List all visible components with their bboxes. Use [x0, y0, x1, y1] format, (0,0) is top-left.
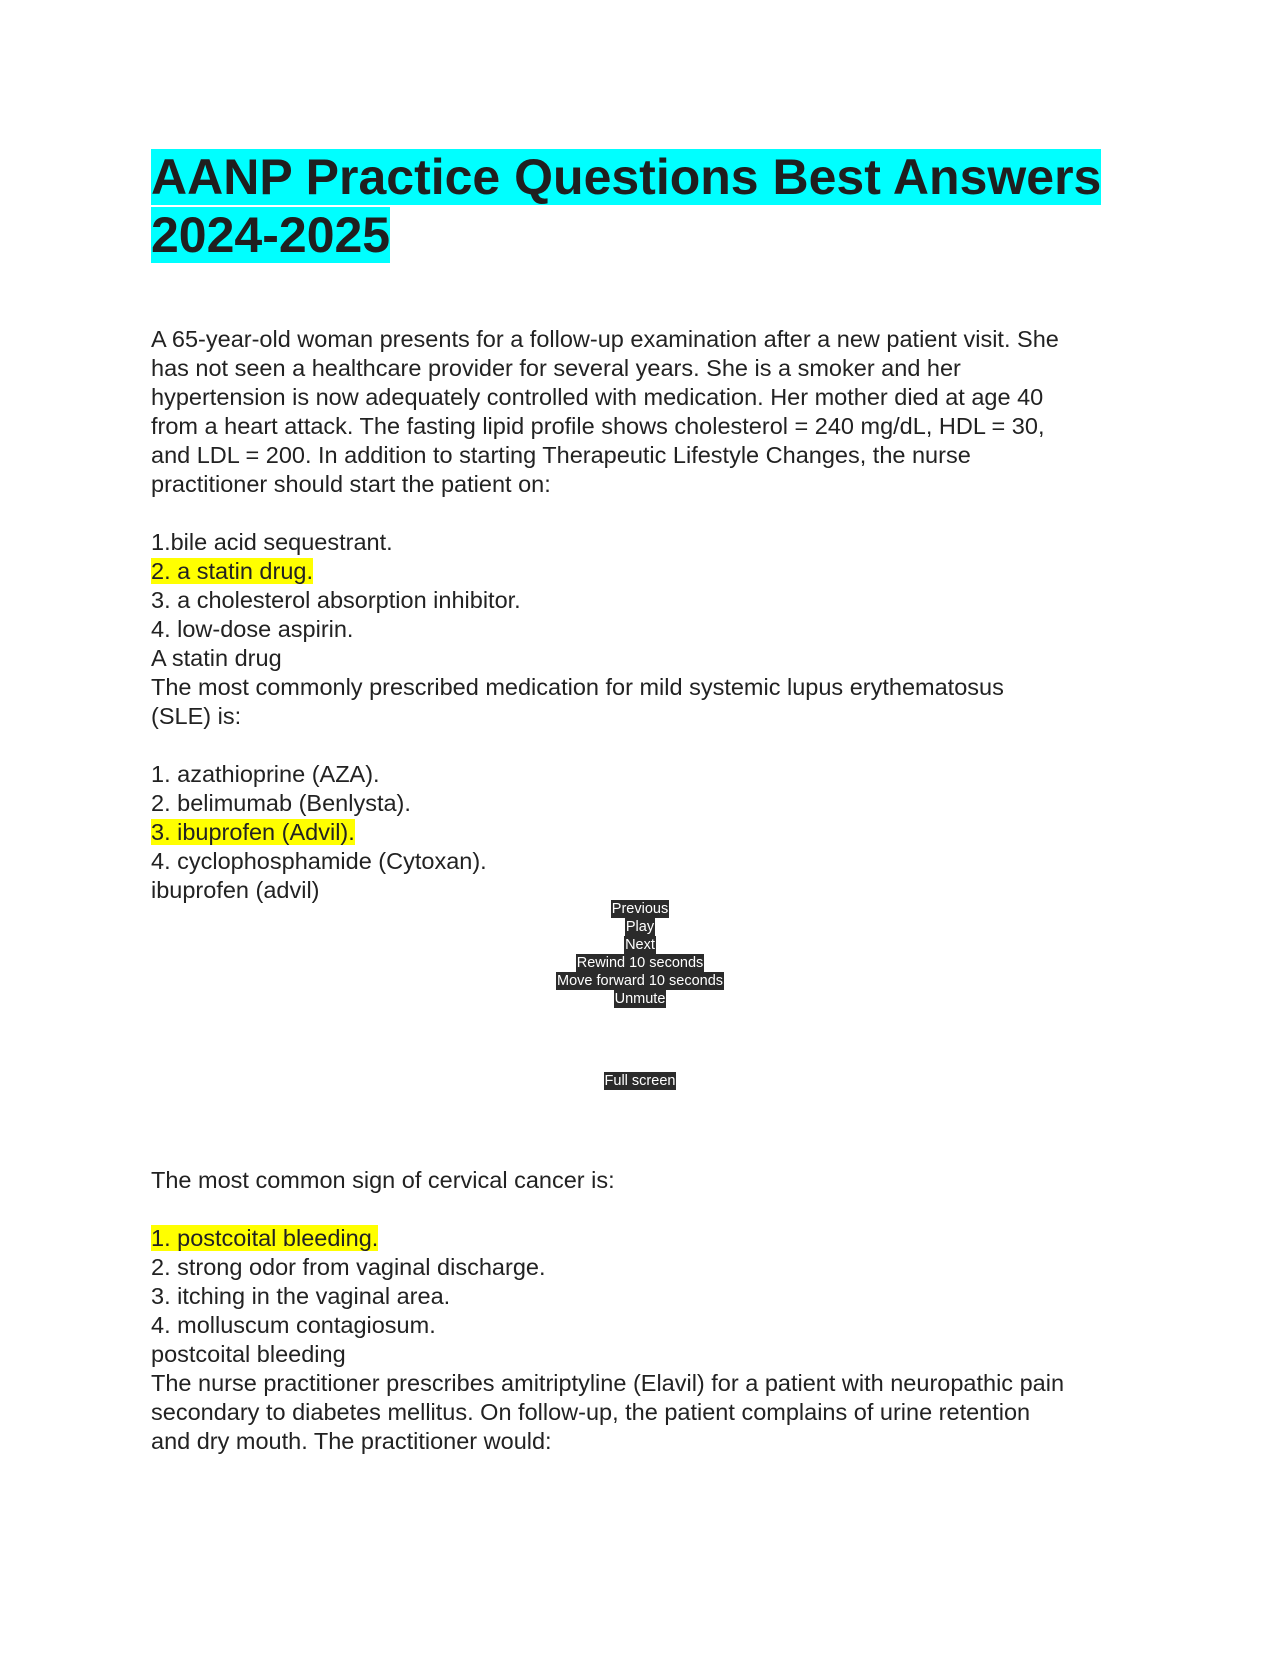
spacer [151, 499, 1059, 528]
previous-button[interactable]: Previous [611, 901, 669, 917]
q2-option: 1. azathioprine (AZA). [151, 761, 380, 787]
question-block-2 [151, 1166, 1064, 1456]
q1-option-correct: 2. a statin drug. [151, 558, 313, 584]
q2-answer: ibuprofen (advil) [151, 877, 320, 903]
question-block-1 [151, 325, 1059, 905]
q3-answer: postcoital bleeding [151, 1341, 346, 1367]
q1-option: 3. a cholesterol absorption inhibitor. [151, 587, 521, 613]
q2-option: 2. belimumab (Benlysta). [151, 790, 411, 816]
page-title [151, 148, 1151, 264]
q2-stem-line: The most commonly prescribed medication for mild systemic lupus erythematosus [151, 674, 1004, 700]
q3-option-correct: 1. postcoital bleeding. [151, 1225, 379, 1251]
q3-option: 3. itching in the vaginal area. [151, 1283, 451, 1309]
spacer [151, 731, 1059, 760]
q1-option: 4. low-dose aspirin. [151, 616, 354, 642]
q4-stem-line: and dry mouth. The practitioner would: [151, 1428, 552, 1454]
fullscreen-button[interactable]: Full screen [604, 1073, 676, 1089]
q2-option-correct: 3. ibuprofen (Advil). [151, 819, 355, 845]
q2-stem-line: (SLE) is: [151, 703, 242, 729]
spacer [151, 1195, 1064, 1224]
q4-stem-line: secondary to diabetes mellitus. On follow-up, the patient complains of urine retention [151, 1399, 1031, 1425]
q1-stem-line: and LDL = 200. In addition to starting Therapeutic Lifestyle Changes, the nurse [151, 442, 971, 468]
q1-stem-line: practitioner should start the patient on: [151, 471, 551, 497]
q3-option: 4. molluscum contagiosum. [151, 1312, 436, 1338]
q2-option: 4. cyclophosphamide (Cytoxan). [151, 848, 487, 874]
q1-stem-line: A 65-year-old woman presents for a follow-up examination after a new patient visit. She [151, 326, 1059, 352]
play-button[interactable]: Play [625, 919, 655, 935]
q3-option: 2. strong odor from vaginal discharge. [151, 1254, 546, 1280]
q1-stem-line: hypertension is now adequately controlled with medication. Her mother died at age 40 [151, 384, 1044, 410]
q4-stem-line: The nurse practitioner prescribes amitriptyline (Elavil) for a patient with neuropathic pain [151, 1370, 1065, 1396]
q1-stem-line: from a heart attack. The fasting lipid profile shows cholesterol = 240 mg/dL, HDL = 30, [151, 413, 1045, 439]
forward-button[interactable]: Move forward 10 seconds [556, 973, 724, 989]
fullscreen-wrapper [600, 1072, 680, 1090]
next-button[interactable]: Next [625, 937, 655, 953]
rewind-button[interactable]: Rewind 10 seconds [576, 955, 704, 971]
title-line-2: 2024-2025 [151, 207, 391, 263]
q1-stem-line: has not seen a healthcare provider for several years. She is a smoker and her [151, 355, 961, 381]
unmute-button[interactable]: Unmute [614, 991, 666, 1007]
q1-option: 1.bile acid sequestrant. [151, 529, 393, 555]
q1-answer: A statin drug [151, 645, 282, 671]
q3-stem: The most common sign of cervical cancer is: [151, 1167, 615, 1193]
title-line-1: AANP Practice Questions Best Answers [151, 149, 1102, 205]
media-controls [540, 900, 740, 1008]
